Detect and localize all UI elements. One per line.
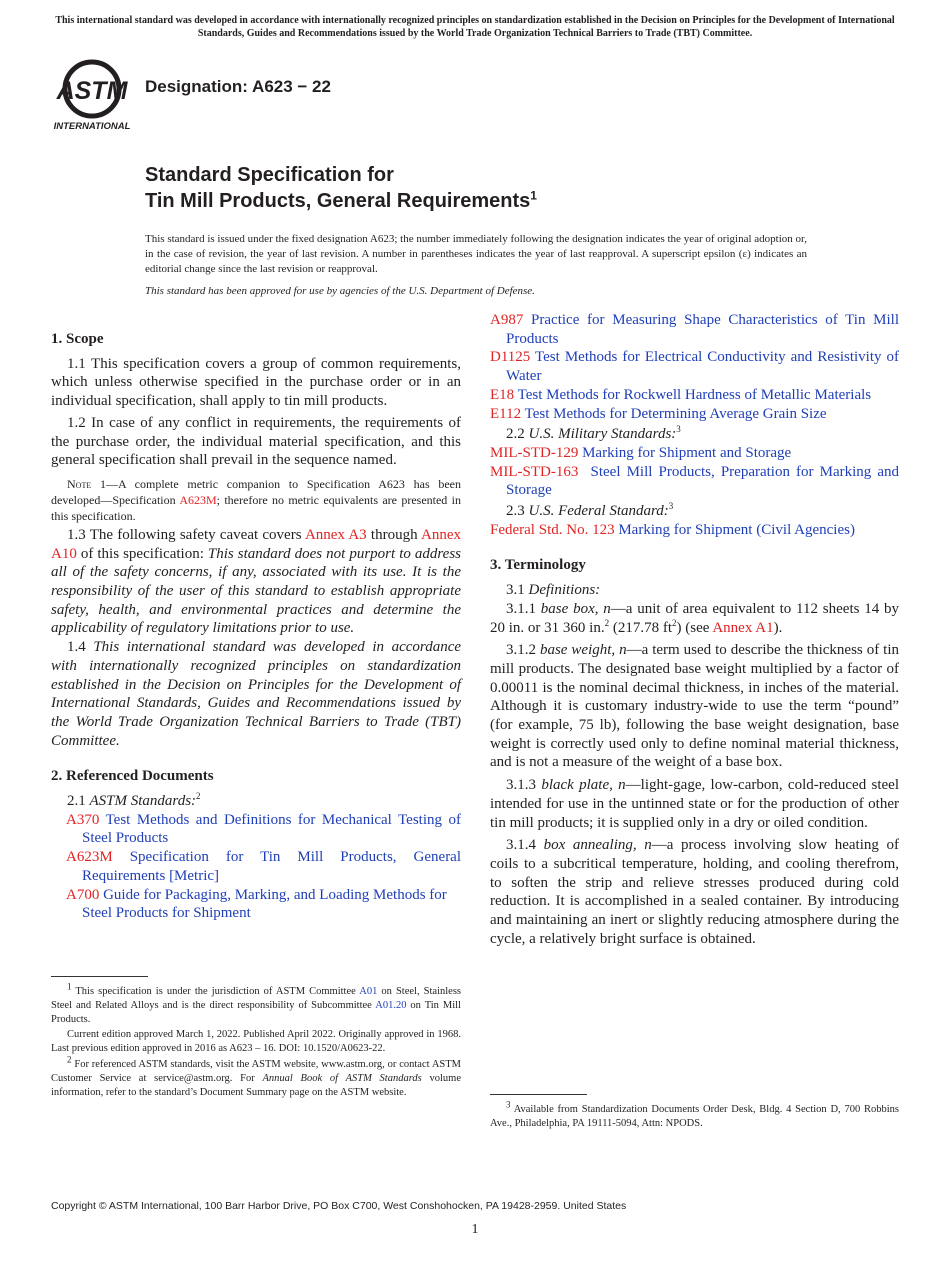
footnote-1-edition: Current edition approved March 1, 2022. Published April 2022. Originally approved in 1968. Last previous edition approved in 2016 as A623 – 16. DOI: 10.1520/A0623-22. — [51, 1029, 461, 1055]
section-heading-refdocs: 2. Referenced Documents — [51, 768, 214, 785]
section-heading-terminology: 3. Terminology — [490, 557, 586, 574]
ref-code-link[interactable]: MIL-STD-163 — [490, 463, 579, 480]
footnote-rule — [51, 976, 148, 977]
link-a623m[interactable]: A623M — [179, 492, 217, 507]
definitions-label: 3.1 Definitions: — [506, 582, 601, 599]
ref-code-link[interactable]: E18 — [490, 386, 515, 403]
footnote-1: $^1$ This specification is under the jurisdiction of ASTM Committee A01 on Steel, Stainless Steel and Related Alloys and is the direct responsibility of Subcommittee A01.20 on Tin Mill Products. — [51, 981, 461, 1025]
paragraph-1-4: 1.4 This international standard was developed in accordance with internationally recognized principles on standardization established in the Decision on Principles for the Development of International Standards, Guides and Recommendations issued by the World Trade Organization Technical Barriers to Trade (TBT) Committee. — [51, 639, 462, 749]
header-note: This international standard was developed in accordance with internationally recognized principles on standardization established in the Decision on Principles for the Development of International Standards, Guides and Recommendations issued by the World Trade Organization Technical Barriers to Trade (TBT) Committee. — [55, 15, 895, 39]
definition-box-annealing: 3.1.4 box annealing, n—a process involving slow heating of coils to a subcritical temperature, holding, and cooling therefrom, to soften the strip and relieve stresses produced during cold reduction. It is accomplished in a sealed container. By introducing and maintaining an inert or slightly reducing atmosphere during the cycle, a relatively bright surface is obtained. — [490, 837, 899, 947]
definition-base-box: 3.1.1 base box, n—a unit of area equivalent to 112 sheets 14 by 20 in. or 31 360 in.$^2$ (217.78 $ft^2$) (see Annex A1). — [490, 600, 900, 636]
ref-code-link[interactable]: E112 — [490, 405, 522, 422]
paragraph-1-2: 1.2 In case of any conflict in requirements, the requirements of the purchase order, the individual material specification, and this general specification shall prevail in the sequence named. — [51, 414, 461, 469]
ref-code-link[interactable]: A987 — [490, 312, 524, 328]
definition-black-plate: 3.1.3 black plate, n—light-gage, low-carbon, cold-reduced steel intended for use in the untinned state or for the production of other tin mill products; it is supplied only in a dry or oiled condition. — [490, 777, 899, 831]
ref-title-link[interactable]: Steel Mill Products, Preparation for Marking and Storage — [506, 463, 900, 499]
copyright: Copyright © ASTM International, 100 Barr Harbor Drive, PO Box C700, West Conshohocken, PA 19428-2959. United States — [51, 1200, 627, 1212]
link-annex-a1[interactable]: Annex A1 — [712, 619, 774, 636]
logo-sub: INTERNATIONAL — [53, 121, 131, 132]
section-heading-scope: 1. Scope — [51, 331, 104, 347]
page-title: Standard Specification for Tin Mill Products, General Requirements$^1$ — [145, 164, 537, 212]
paragraph-1-3: 1.3 The following safety caveat covers Annex A3 through Annex A10 of this specification: This standard does not purport to address all of the safety concerns, if any, associated with its use. It is the responsibility of the user of this standard to establish appropriate safety, health, and environmental practices and determine the applicability of regulatory limitations prior to use. — [51, 526, 461, 637]
ref-item — [51, 886, 461, 923]
link-annex-a10[interactable]: Annex A10 — [51, 526, 461, 562]
note-1: Note 1—A complete metric companion to Specification A623 has been developed—Specification A623M; therefore no metric equivalents are presented in this specification. — [51, 476, 461, 523]
footnote-rule — [490, 1094, 587, 1095]
astm-standards-label: 2.1 ASTM Standards:$^2$ — [67, 791, 201, 810]
ref-item — [490, 405, 899, 424]
military-standards-label: 2.2 U.S. Military Standards:$^3$ — [506, 424, 681, 443]
preamble: This standard is issued under the fixed designation A623; the number immediately following the designation indicates the year of original adoption or, in the case of revision, the year of last revision. A number in parentheses indicates the year of last reapproval. A superscript epsilon (ε) indicates an editorial change since the last revision or reapproval. — [145, 233, 807, 275]
ref-title-link[interactable]: Practice for Measuring Shape Characteristics of Tin Mill Products — [506, 312, 899, 347]
ref-code-link[interactable]: MIL-STD-129 — [490, 444, 579, 461]
ref-title-link[interactable]: Specification for Tin Mill Products, General Requirements [Metric] — [82, 849, 462, 884]
right-column — [490, 312, 900, 1129]
ref-title-link[interactable]: Test Methods for Determining Average Grain Size — [524, 405, 827, 422]
footnote-3: $^3$ Available from Standardization Documents Order Desk, Bldg. 4 Section D, 700 Robbins Ave., Philadelphia, PA 19111-5094, Attn: NPODS. — [490, 1099, 899, 1129]
link-a01-20[interactable]: A01.20 — [375, 999, 407, 1011]
definition-base-weight: 3.1.2 base weight, n—a term used to describe the thickness of tin mill products. The designated base weight multiplied by a factor of 0.00011 is the nominal decimal thickness, in inches of the material. Although it is customary industry-wide to use the term “pound” (for example, 75 lb), following the base weight designation, base weight is correctly used only to define nominal material thickness, and is not a measure of the weight of a base box. — [490, 642, 899, 771]
link-annex-a3[interactable]: Annex A3 — [304, 526, 367, 543]
footnote-2: $^2$ For referenced ASTM standards, visit the ASTM website, www.astm.org, or contact ASTM Customer Service at service@astm.org. For Annual Book of ASTM Standards volume information, refer to the standard’s Document Summary page on the ASTM website. — [51, 1054, 461, 1098]
ref-item — [490, 348, 899, 385]
ref-title-link[interactable]: Test Methods for Electrical Conductivity and Resistivity of Water — [506, 349, 899, 385]
ref-code-link[interactable]: A700 — [66, 886, 100, 903]
right-footnotes — [490, 1094, 899, 1131]
ref-item — [490, 521, 899, 540]
designation: Designation: A623 − 22 — [145, 77, 331, 96]
title-footnote-ref[interactable]: 1 — [530, 188, 537, 203]
ref-item — [51, 811, 461, 848]
ref-code-link[interactable]: D1125 — [490, 349, 531, 366]
page-number: 1 — [471, 1222, 479, 1237]
ref-title-link[interactable]: Test Methods for Rockwell Hardness of Metallic Materials — [517, 386, 872, 403]
link-a01[interactable]: A01 — [359, 986, 378, 997]
ref-title-link[interactable]: Guide for Packaging, Marking, and Loading Methods for Steel Products for Shipment — [82, 886, 447, 922]
ref-title-link[interactable]: Marking for Shipment (Civil Agencies) — [618, 521, 855, 538]
ref-item — [490, 444, 899, 463]
ref-title-link[interactable]: Test Methods and Definitions for Mechanical Testing of Steel Products — [82, 811, 461, 847]
left-footnotes — [51, 976, 461, 1099]
ref-code-link[interactable]: A370 — [66, 811, 100, 828]
ref-item — [51, 848, 461, 885]
dod-note: This standard has been approved for use by agencies of the U.S. Department of Defense. — [145, 285, 535, 297]
ref-item — [490, 311, 899, 348]
ref-item — [490, 386, 899, 405]
astm-logo — [52, 58, 136, 134]
paragraph-1-1: 1.1 This specification covers a group of common requirements, which unless otherwise specified in the purchase order or in an individual specification, shall apply to tin mill products. — [51, 355, 461, 410]
ref-title-link[interactable]: Marking for Shipment and Storage — [582, 444, 792, 461]
left-column — [51, 330, 462, 1098]
ref-code-link[interactable]: A623M — [66, 849, 113, 866]
federal-standard-label: 2.3 U.S. Federal Standard:$^3$ — [506, 501, 674, 520]
ref-item — [490, 463, 899, 500]
logo-letters: ASTM — [56, 77, 128, 105]
ref-code-link[interactable]: Federal Std. No. 123 — [490, 521, 615, 538]
